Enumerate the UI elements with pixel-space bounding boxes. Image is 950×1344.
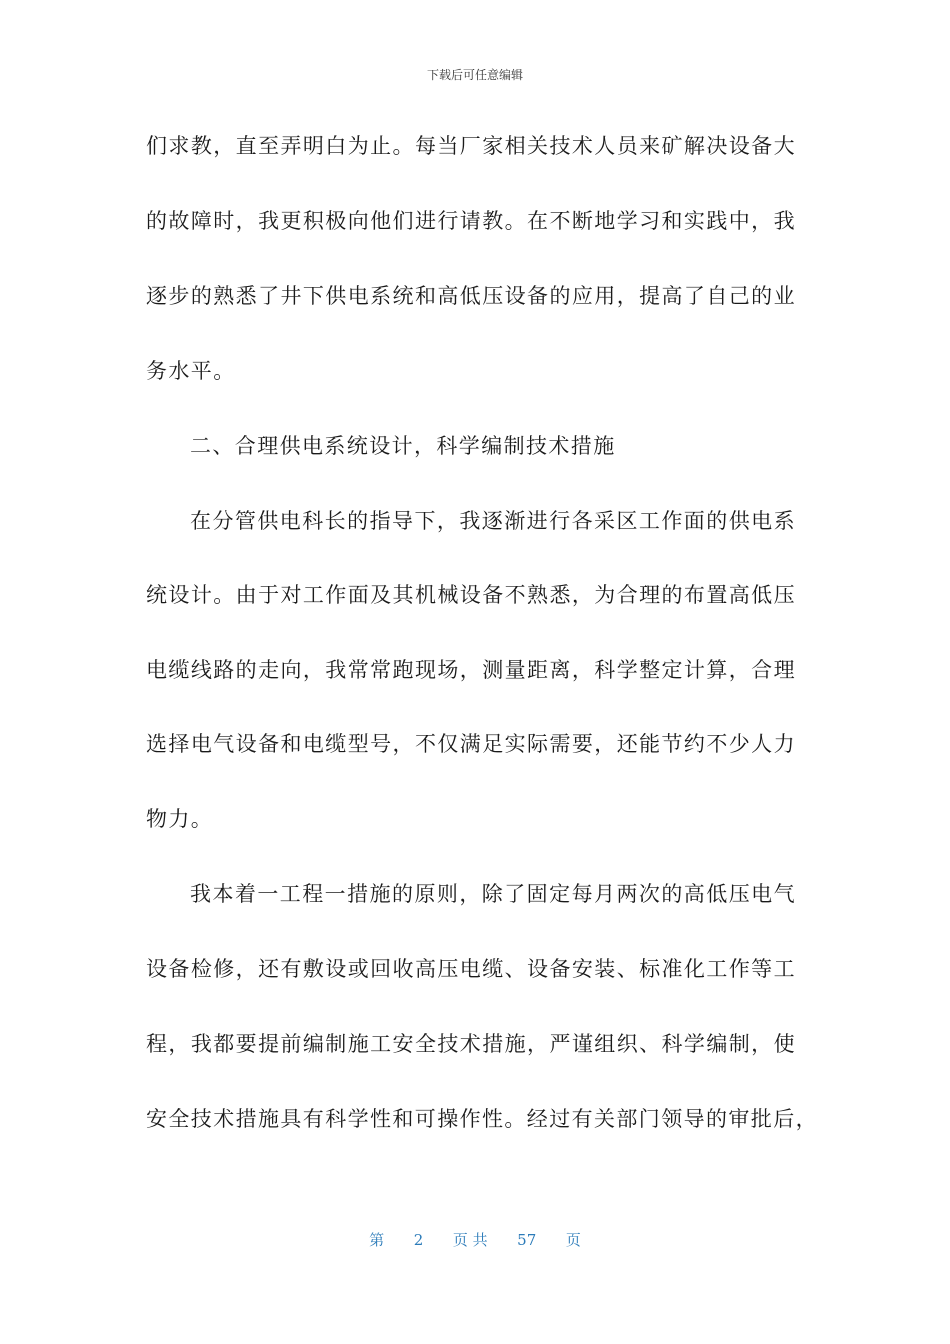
total-pages-number: 57 — [517, 1231, 537, 1249]
paragraph-line: 我本着一工程一措施的原则，除了固定每月两次的高低压电气 — [190, 882, 796, 906]
section-heading: 二、合理供电系统设计，科学编制技术措施 — [190, 434, 616, 458]
paragraph-line: 选择电气设备和电缆型号，不仅满足实际需要，还能节约不少人力 — [146, 732, 796, 756]
current-page-number: 2 — [413, 1231, 424, 1249]
page-prefix: 第 — [369, 1231, 385, 1249]
paragraph-line: 电缆线路的走向，我常常跑现场，测量距离，科学整定计算，合理 — [146, 658, 796, 682]
paragraph-line: 物力。 — [146, 807, 214, 831]
page-mid-label: 页 共 — [452, 1231, 488, 1249]
paragraph-line: 逐步的熟悉了井下供电系统和高低压设备的应用，提高了自己的业 — [146, 284, 796, 308]
paragraph-line: 统设计。由于对工作面及其机械设备不熟悉，为合理的布置高低压 — [146, 583, 796, 607]
paragraph-line: 在分管供电科长的指导下，我逐渐进行各采区工作面的供电系 — [190, 509, 796, 533]
paragraph-line: 程，我都要提前编制施工安全技术措施，严谨组织、科学编制，使 — [146, 1032, 796, 1056]
paragraph-line: 安全技术措施具有科学性和可操作性。经过有关部门领导的审批后， — [146, 1107, 818, 1131]
paragraph-line: 们求教，直至弄明白为止。每当厂家相关技术人员来矿解决设备大 — [146, 134, 796, 158]
paragraph-line: 的故障时，我更积极向他们进行请教。在不断地学习和实践中，我 — [146, 209, 796, 233]
page-footer — [0, 1230, 950, 1250]
paragraph-line: 设备检修，还有敷设或回收高压电缆、设备安装、标准化工作等工 — [146, 957, 796, 981]
page-suffix: 页 — [565, 1231, 581, 1249]
header-note: 下载后可任意编辑 — [426, 68, 523, 82]
paragraph-line: 务水平。 — [146, 359, 236, 383]
